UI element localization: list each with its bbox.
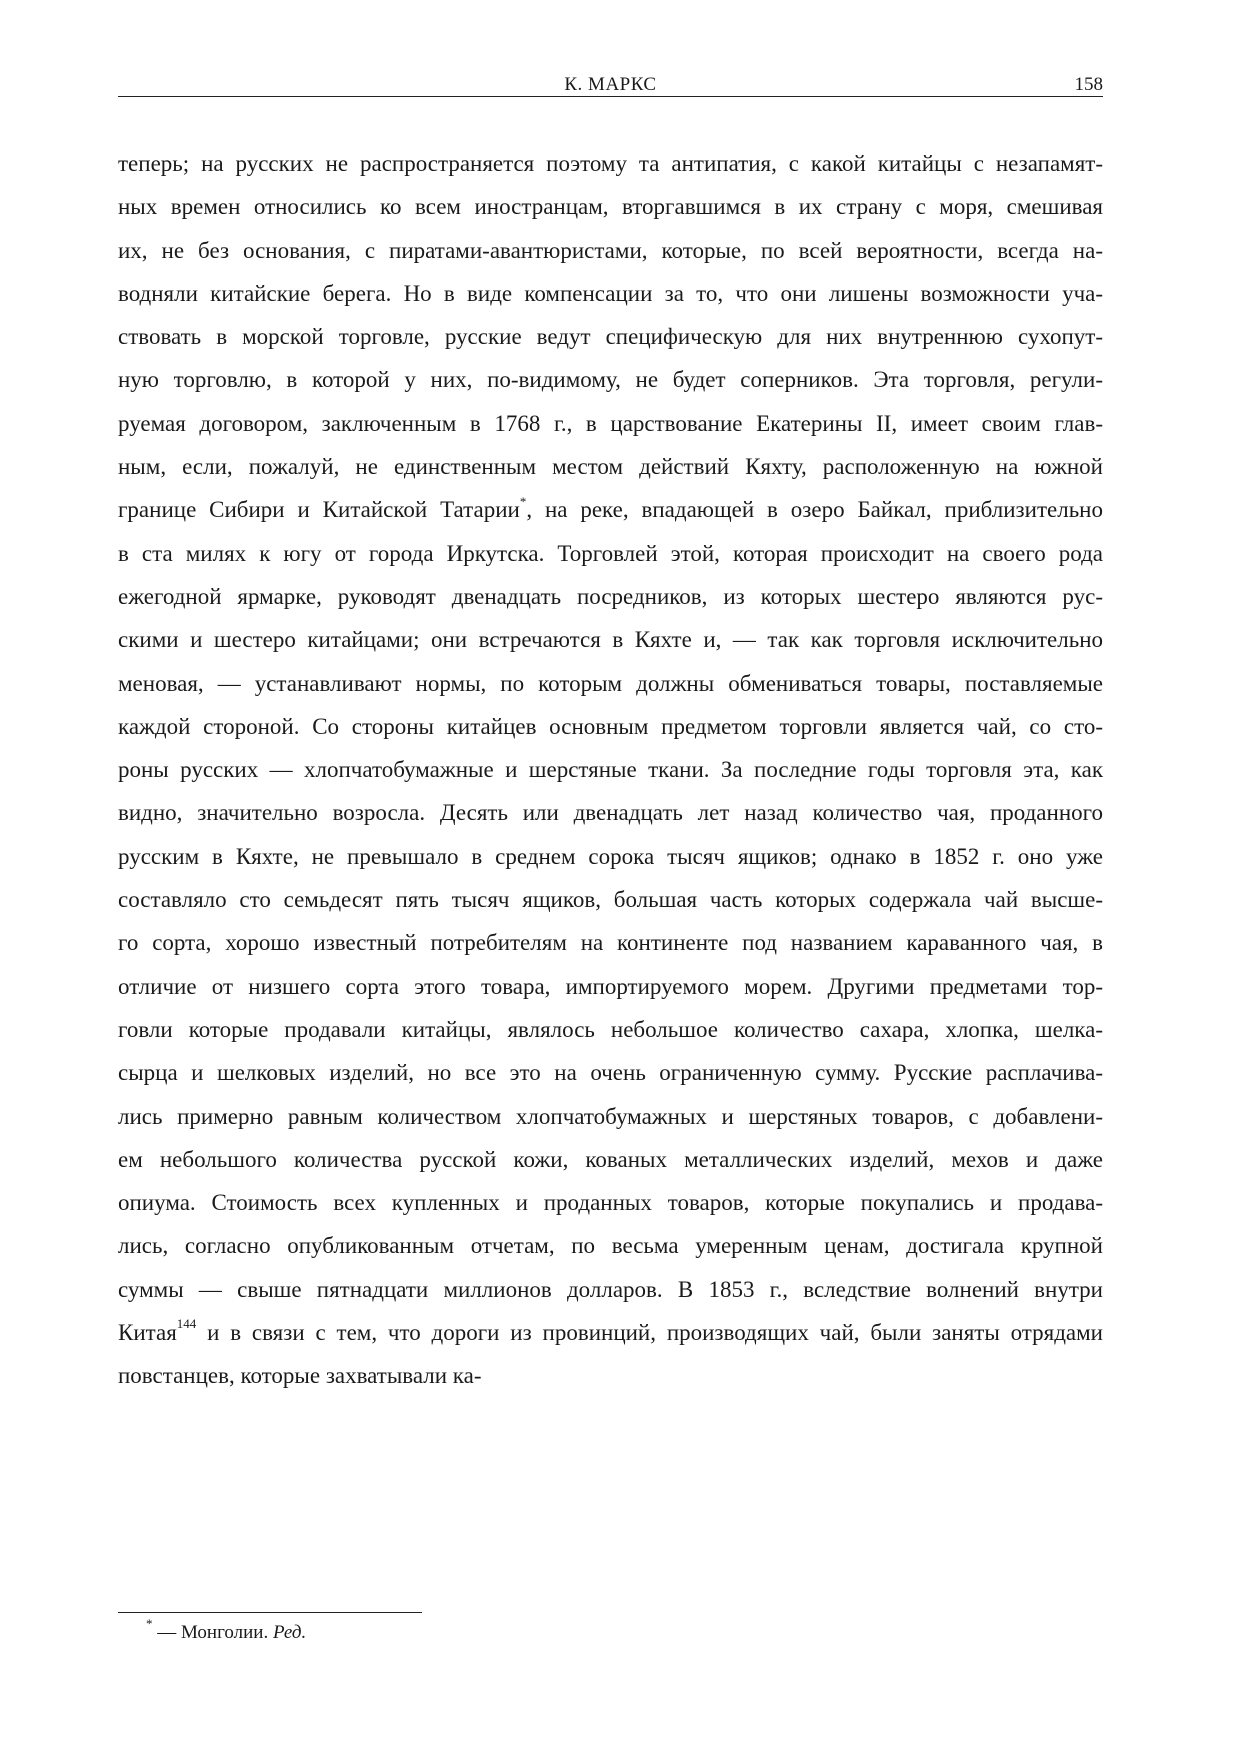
text-line: теперь; на русских не распространяется поэтому та антипатия, с какой китайцы с незапамят-: [118, 151, 1103, 176]
text-line: повстанцев, которые захватывали ка-: [118, 1363, 482, 1389]
text-line: русским в Кяхте, не превышало в среднем сорока тысяч ящиков; однако в 1852 г. оно уже: [118, 843, 1103, 869]
text-line: ным, если, пожалуй, не единственным местом действий Кяхту, расположенную на южной: [118, 454, 1103, 480]
text-segment: границе Сибири и Китайской Татарии: [118, 497, 520, 523]
note-reference: 144: [176, 1316, 197, 1332]
text-line: их, не без основания, с пиратами-авантюристами, которые, по всей вероятности, всегда на-: [118, 237, 1103, 263]
text-line: суммы — свыше пятнадцати миллионов долларов. В 1853 г., вследствие волнений внутри: [118, 1276, 1103, 1302]
text-line: ных времен относились ко всем иностранцам, вторгавшимся в их страну с моря, смешивая: [118, 194, 1103, 220]
text-line: руемая договором, заключенным в 1768 г., в царствование Екатерины II, имеет своим глав-: [118, 410, 1103, 436]
footnote-text: — Монголии.: [152, 1622, 273, 1643]
text-line: каждой стороной. Со стороны китайцев основным предметом торговли является чай, со сто-: [118, 713, 1103, 739]
text-segment: и в связи с тем, что дороги из провинций, производящих чай, были заняты отрядами: [196, 1320, 1103, 1346]
text-line: меновая, — устанавливают нормы, по которым должны обмениваться товары, поставляемые: [118, 670, 1103, 696]
text-line: роны русских — хлопчатобумажные и шерстяные ткани. За последние годы торговля эта, как: [118, 757, 1103, 783]
text-line: лись примерно равным количеством хлопчатобумажных и шерстяных товаров, с добавлени-: [118, 1103, 1103, 1129]
text-line: водняли китайские берега. Но в виде компенсации за то, что они лишены возможности уча-: [118, 280, 1103, 306]
text-line: лись, согласно опубликованным отчетам, по весьма умеренным ценам, достигала крупной: [118, 1233, 1103, 1259]
text-line: сырца и шелковых изделий, но все это на очень ограниченную сумму. Русские расплачива-: [118, 1060, 1103, 1086]
footnote-editor-note: Ред.: [272, 1622, 307, 1643]
footnote-marker: *: [146, 1615, 153, 1631]
text-line: говли которые продавали китайцы, являлось небольшое количество сахара, хлопка, шелка-: [118, 1016, 1103, 1042]
text-line: [118, 1311, 1103, 1354]
text-line: составляло сто семьдесят пять тысяч ящиков, большая часть которых содержала чай высше-: [118, 887, 1103, 913]
text-line: скими и шестеро китайцами; они встречаются в Кяхте и, — так как торговля исключительно: [118, 627, 1103, 653]
text-line: видно, значительно возросла. Десять или двенадцать лет назад количество чая, проданного: [118, 800, 1103, 826]
text-line: ем небольшого количества русской кожи, кованых металлических изделий, мехов и даже: [118, 1146, 1103, 1172]
text-segment: Китая: [118, 1320, 177, 1346]
text-line: ствовать в морской торговле, русские ведут специфическую для них внутреннюю сухопут-: [118, 324, 1103, 350]
footnote-divider: [118, 1612, 422, 1613]
footnote: [146, 1615, 307, 1644]
text-line: в ста милях к югу от города Иркутска. Торговлей этой, которая происходит на своего рода: [118, 540, 1103, 566]
text-line: ную торговлю, в которой у них, по-видимому, не будет соперников. Эта торговля, регули-: [118, 367, 1103, 393]
page-number: 158: [1074, 74, 1103, 95]
note-reference: *: [519, 493, 527, 509]
text-line: опиума. Стоимость всех купленных и проданных товаров, которые покупались и продава-: [118, 1190, 1103, 1216]
text-line: ежегодной ярмарке, руководят двенадцать посредников, из которых шестеро являются рус-: [118, 583, 1103, 609]
header-author: К. МАРКС: [564, 74, 657, 95]
text-line: го сорта, хорошо известный потребителям на континенте под названием караванного чая, в: [118, 930, 1103, 956]
text-line: отличие от низшего сорта этого товара, импортируемого морем. Другими предметами тор-: [118, 973, 1103, 999]
running-header: [118, 70, 1103, 97]
text-line: [118, 488, 1103, 531]
main-text: [118, 142, 1103, 1398]
text-segment: , на реке, впадающей в озеро Байкал, приблизительно: [526, 497, 1103, 523]
